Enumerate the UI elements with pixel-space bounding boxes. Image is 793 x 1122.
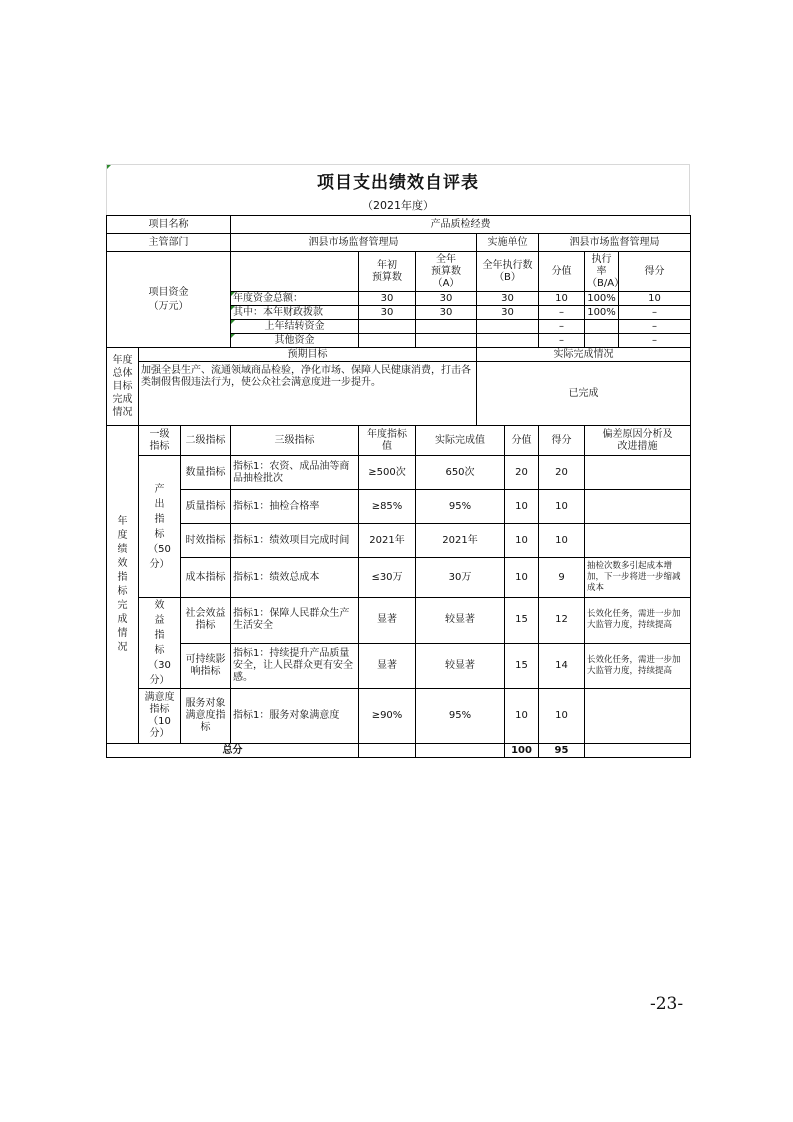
funds-header-annual: 全年 预算数 （A） xyxy=(416,252,477,292)
score-cell: 10 xyxy=(539,689,585,744)
level3-cell: 指标1：抽检合格率 xyxy=(231,490,359,524)
reason-cell xyxy=(585,490,691,524)
target-cell: ≤30万 xyxy=(359,558,416,598)
indicators-header-row xyxy=(107,426,691,456)
funds-annual xyxy=(416,334,477,348)
funds-exec xyxy=(477,334,539,348)
funds-header-value: 分值 xyxy=(539,252,585,292)
funds-score-value: – xyxy=(539,306,585,320)
funds-header-row xyxy=(107,252,691,292)
level3-cell: 指标1：绩效项目完成时间 xyxy=(231,524,359,558)
indicators-side-label: 年 度 绩 效 指 标 完 成 情 况 xyxy=(107,426,139,744)
indicator-row xyxy=(107,558,691,598)
page-number: -23- xyxy=(650,994,684,1014)
total-label: 总分 xyxy=(107,744,359,758)
evaluation-table xyxy=(106,215,691,758)
funds-row-label: 上年结转资金 xyxy=(231,320,359,334)
year-label: （2021年度） xyxy=(362,199,434,212)
value-cell: 10 xyxy=(505,490,539,524)
indicator-row xyxy=(107,689,691,744)
funds-label: 项目资金 （万元） xyxy=(107,252,231,348)
project-name-label: 项目名称 xyxy=(107,216,231,234)
target-cell: 显著 xyxy=(359,598,416,644)
header-actual: 实际完成值 xyxy=(416,426,505,456)
target-cell: ≥85% xyxy=(359,490,416,524)
funds-initial: 30 xyxy=(359,292,416,306)
funds-annual: 30 xyxy=(416,306,477,320)
target-cell: ≥500次 xyxy=(359,456,416,490)
reason-cell: 抽检次数多引起成本增加，下一步将进一步缩减成本 xyxy=(585,558,691,598)
funds-annual: 30 xyxy=(416,292,477,306)
funds-initial xyxy=(359,320,416,334)
score-cell: 20 xyxy=(539,456,585,490)
level1-output: 产 出 指 标 （50分） xyxy=(139,456,181,598)
project-name-row xyxy=(107,216,691,234)
score-cell: 14 xyxy=(539,643,585,689)
funds-score-value: – xyxy=(539,334,585,348)
dept-row xyxy=(107,234,691,252)
funds-rate xyxy=(585,320,619,334)
actual-goal-text: 已完成 xyxy=(477,362,691,426)
funds-exec: 30 xyxy=(477,292,539,306)
project-name-value: 产品质检经费 xyxy=(231,216,691,234)
impl-label: 实施单位 xyxy=(477,234,539,252)
year-row xyxy=(106,195,690,215)
total-value: 100 xyxy=(505,744,539,758)
funds-header-exec: 全年执行数（B） xyxy=(477,252,539,292)
page-title: 项目支出绩效自评表 xyxy=(317,172,479,193)
actual-cell: 95% xyxy=(416,490,505,524)
target-cell: 显著 xyxy=(359,643,416,689)
funds-row-label: 年度资金总额： xyxy=(231,292,359,306)
actual-cell: 较显著 xyxy=(416,643,505,689)
funds-row-label: 其中：本年财政拨款 xyxy=(231,306,359,320)
value-cell: 15 xyxy=(505,598,539,644)
reason-cell xyxy=(585,689,691,744)
funds-rate xyxy=(585,334,619,348)
expected-goal-text: 加强全县生产、流通领域商品检验，净化市场、保障人民健康消费，打击各类制假售假违法行为，使公众社会满意度进一步提升。 xyxy=(139,362,477,426)
total-row xyxy=(107,744,691,758)
indicator-row xyxy=(107,524,691,558)
score-cell: 12 xyxy=(539,598,585,644)
value-cell: 10 xyxy=(505,524,539,558)
level3-cell: 指标1：服务对象满意度 xyxy=(231,689,359,744)
value-cell: 10 xyxy=(505,689,539,744)
total-score: 95 xyxy=(539,744,585,758)
header-value: 分值 xyxy=(505,426,539,456)
dept-value: 泗县市场监督管理局 xyxy=(231,234,477,252)
value-cell: 15 xyxy=(505,643,539,689)
reason-cell xyxy=(585,456,691,490)
goals-header-row xyxy=(107,348,691,362)
actual-cell: 较显著 xyxy=(416,598,505,644)
funds-row-label: 其他资金 xyxy=(231,334,359,348)
target-cell: ≥90% xyxy=(359,689,416,744)
indicator-row xyxy=(107,456,691,490)
value-cell: 10 xyxy=(505,558,539,598)
funds-initial xyxy=(359,334,416,348)
target-cell: 2021年 xyxy=(359,524,416,558)
level2-cell: 数量指标 xyxy=(181,456,231,490)
level1-benefit: 效 益 指 标 （30分） xyxy=(139,598,181,689)
header-reason: 偏差原因分析及 改进措施 xyxy=(585,426,691,456)
level2-cell: 时效指标 xyxy=(181,524,231,558)
funds-header-blank xyxy=(231,252,359,292)
level2-cell: 成本指标 xyxy=(181,558,231,598)
funds-header-rate: 执行率 （B/A） xyxy=(585,252,619,292)
level3-cell: 指标1：绩效总成本 xyxy=(231,558,359,598)
reason-cell: 长效化任务，需进一步加大监管力度，持续提高 xyxy=(585,598,691,644)
actual-cell: 30万 xyxy=(416,558,505,598)
level3-cell: 指标1：持续提升产品质量安全，让人民群众更有安全感。 xyxy=(231,643,359,689)
actual-cell: 650次 xyxy=(416,456,505,490)
cell-marker-icon xyxy=(107,165,111,169)
total-blank xyxy=(585,744,691,758)
funds-initial: 30 xyxy=(359,306,416,320)
funds-exec: 30 xyxy=(477,306,539,320)
header-level1: 一级 指标 xyxy=(139,426,181,456)
reason-cell: 长效化任务，需进一步加大监管力度，持续提高 xyxy=(585,643,691,689)
expected-goal-label: 预期目标 xyxy=(139,348,477,362)
indicator-row xyxy=(107,490,691,524)
funds-header-initial: 年初 预算数 xyxy=(359,252,416,292)
reason-cell xyxy=(585,524,691,558)
level2-cell: 服务对象 满意度指 标 xyxy=(181,689,231,744)
level1-satisfaction: 满意度 指标 （10分） xyxy=(139,689,181,744)
header-score: 得分 xyxy=(539,426,585,456)
indicator-row xyxy=(107,643,691,689)
funds-rate: 100% xyxy=(585,292,619,306)
funds-rate: 100% xyxy=(585,306,619,320)
funds-score-value: 10 xyxy=(539,292,585,306)
level2-cell: 质量指标 xyxy=(181,490,231,524)
goals-content-row xyxy=(107,362,691,426)
funds-score: – xyxy=(619,334,691,348)
level3-cell: 指标1：农资、成品油等商品抽检批次 xyxy=(231,456,359,490)
total-blank xyxy=(359,744,416,758)
actual-cell: 95% xyxy=(416,689,505,744)
score-cell: 9 xyxy=(539,558,585,598)
funds-score-value: – xyxy=(539,320,585,334)
impl-value: 泗县市场监督管理局 xyxy=(539,234,691,252)
dept-label: 主管部门 xyxy=(107,234,231,252)
funds-score: – xyxy=(619,306,691,320)
header-target: 年度指标 值 xyxy=(359,426,416,456)
score-cell: 10 xyxy=(539,490,585,524)
title-row xyxy=(106,164,690,195)
funds-score: – xyxy=(619,320,691,334)
header-level3: 三级指标 xyxy=(231,426,359,456)
indicator-row xyxy=(107,598,691,644)
total-blank xyxy=(416,744,505,758)
goals-side-label: 年度 总体 目标 完成 情况 xyxy=(107,348,139,426)
funds-header-score: 得分 xyxy=(619,252,691,292)
level2-cell: 可持续影 响指标 xyxy=(181,643,231,689)
value-cell: 20 xyxy=(505,456,539,490)
funds-annual xyxy=(416,320,477,334)
level3-cell: 指标1：保障人民群众生产生活安全 xyxy=(231,598,359,644)
evaluation-sheet xyxy=(106,164,690,758)
score-cell: 10 xyxy=(539,524,585,558)
funds-score: 10 xyxy=(619,292,691,306)
actual-goal-label: 实际完成情况 xyxy=(477,348,691,362)
header-level2: 二级指标 xyxy=(181,426,231,456)
actual-cell: 2021年 xyxy=(416,524,505,558)
level2-cell: 社会效益 指标 xyxy=(181,598,231,644)
funds-exec xyxy=(477,320,539,334)
